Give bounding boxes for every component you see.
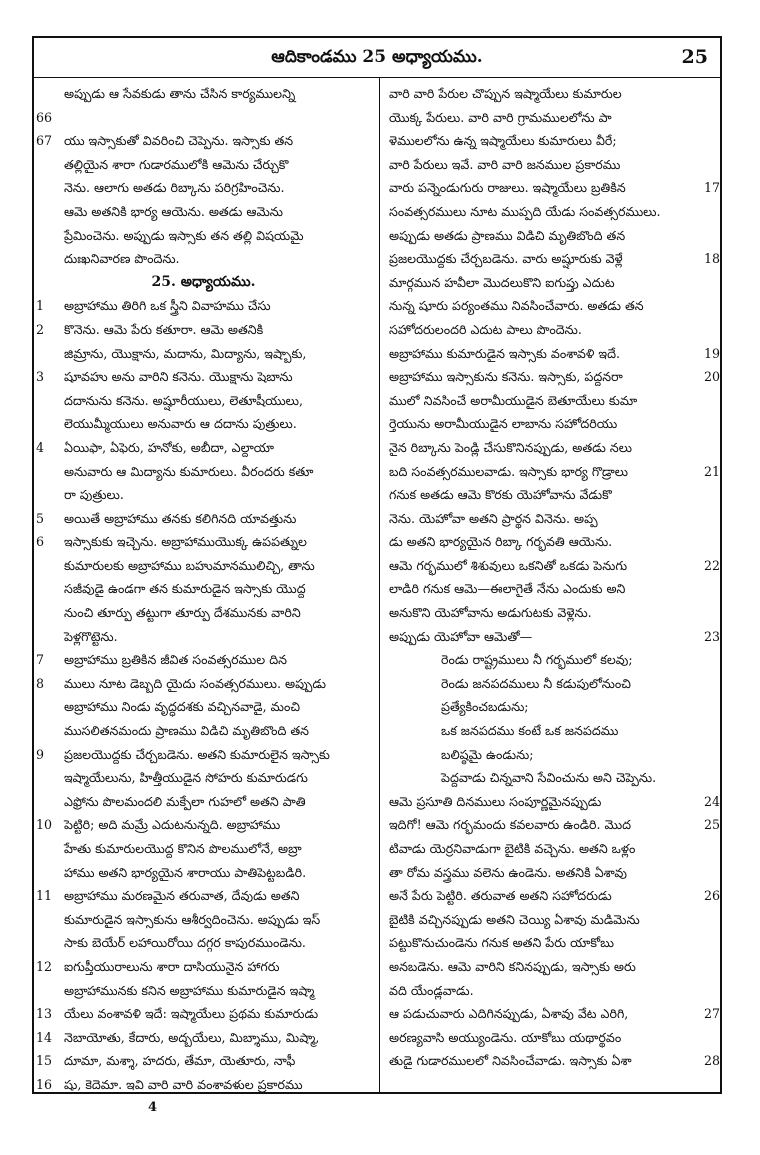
verse-number: 5 — [36, 510, 45, 526]
text-line — [34, 648, 379, 672]
line-text: అబ్రాహాము నిండు వృద్ధదశకు వచ్చినవాడై, మంచి — [64, 699, 300, 715]
verse-number: 25 — [703, 817, 720, 833]
text-line — [381, 106, 722, 130]
line-text: సంవత్సరములు నూట ముప్పది యేడు సంవత్సరములు. — [389, 203, 661, 219]
text-line — [34, 460, 379, 484]
line-text: ఆమె ప్రసూతి దినములు సంపూర్ణమైనప్పుడు — [389, 793, 602, 809]
text-line — [381, 318, 722, 342]
line-text: రా పుత్రులు. — [64, 487, 124, 503]
text-line — [381, 436, 722, 460]
text-line — [34, 625, 379, 649]
text-line — [381, 271, 722, 295]
text-line — [34, 1049, 379, 1073]
verse-number: 11 — [36, 888, 53, 904]
text-line — [381, 955, 722, 979]
line-text: హాము అతని భార్యయైన శారాయు పాతిపెట్టబడిరి. — [64, 864, 307, 880]
line-text: అప్పుడు అతడు ప్రాణము విడిచి మృతిబొంది తన — [389, 227, 626, 243]
text-line — [34, 790, 379, 814]
line-text: హేతు కుమారులయొద్ద కొనిన పొలములోనే, అబ్రా — [64, 841, 302, 856]
text-line — [34, 224, 379, 248]
verse-number: 7 — [36, 652, 45, 668]
text-line — [34, 931, 379, 955]
text-line — [381, 389, 722, 413]
line-text: షు, కెదెమా. ఇవి వారి వారి వంశావళుల ప్రకారము — [64, 1076, 303, 1092]
line-text: సాకు బెయేర్ లహాయిరోయి దగ్గర కాపురముండెను. — [64, 935, 306, 951]
right-column — [381, 82, 722, 1092]
verse-number: 22 — [703, 557, 720, 573]
line-text: వారి వారి పేరుల చొప్పున ఇష్మాయేలు కుమారుల — [389, 86, 622, 101]
line-text: అబ్రాహామునకు కనిన అబ్రాహాము కుమారుడైన ఇష్మా — [64, 982, 315, 998]
text-line — [34, 436, 379, 460]
text-line — [381, 554, 722, 578]
text-line — [34, 979, 379, 1003]
line-text: అనువారు ఆ మిద్యాను కుమారులు. వీరందరు కతూ — [64, 463, 314, 479]
line-text: ఆమె గర్భములో శిశువులు ఒకనితో ఒకడు పెనుగు — [389, 557, 628, 573]
text-line — [381, 908, 722, 932]
text-line — [381, 129, 722, 153]
page-number: 25 — [681, 46, 708, 68]
line-text: అబ్రాహాము ఇస్సాకును కనెను. ఇస్సాకు, పద్దనరా — [389, 369, 623, 385]
verse-number: 2 — [36, 321, 45, 337]
text-line — [381, 813, 722, 837]
verse-number: 16 — [36, 1076, 53, 1092]
text-line — [381, 837, 722, 861]
line-text: దదానును కనెను. అష్షూరీయులు, లెతూషీయులు, — [64, 392, 303, 408]
line-text: రెండు జనపదములు నీ కడుపులోనుంచి — [441, 675, 631, 691]
text-line — [381, 507, 722, 531]
text-line — [34, 153, 379, 177]
text-line — [34, 483, 379, 507]
line-text: ప్రేమించెను. అప్పుడు ఇస్సాకు తన తల్లి విషయమై — [64, 227, 304, 243]
line-text: తల్లియైన శారా గుడారములోకి ఆమెను చేర్చుకొ — [64, 156, 289, 172]
line-text: కుమారులకు అబ్రాహాము బహుమానములిచ్చి, తాను — [64, 557, 315, 573]
verse-number: 27 — [703, 1006, 720, 1022]
line-text: ఆ పడుచువారు ఎదిగినప్పుడు, ఏశావు వేట ఎరిగి, — [389, 1006, 629, 1022]
text-line — [381, 530, 722, 554]
text-line — [34, 695, 379, 719]
verse-number: 28 — [703, 1053, 720, 1069]
text-line — [381, 342, 722, 366]
line-text: ర్తెయును అరామీయుడైన లాబాను సహోదరియు — [389, 416, 618, 432]
text-line — [34, 318, 379, 342]
line-text: పట్టుకొనుచుండెను గనుక అతని పేరు యాకోబు — [389, 935, 614, 951]
text-line — [381, 695, 722, 719]
line-text: ములు నూట డెబ్బది యైదు సంవత్సరములు. అప్పుడు — [64, 675, 327, 691]
verse-number: 6 — [36, 534, 45, 550]
line-text: బైటికి వచ్చినప్పుడు అతని చెయ్యి ఏశావు మడిమెను — [389, 911, 640, 927]
verse-number: 10 — [36, 817, 53, 833]
line-text: అబ్రాహాము కుమారుడైన ఇస్సాకు వంశావళి ఇదే. — [389, 345, 620, 361]
text-line — [34, 82, 379, 106]
text-line — [381, 82, 722, 106]
text-line — [381, 672, 722, 696]
text-line — [34, 412, 379, 436]
text-line — [381, 153, 722, 177]
verse-number: 20 — [703, 369, 720, 385]
text-line — [381, 766, 722, 790]
text-line — [34, 955, 379, 979]
line-text: ఐగుప్తీయురాలును శారా దాసియునైన హాగరు — [64, 958, 280, 974]
line-text: ఇష్మాయేలును, హిత్తీయుడైన సోహరు కుమారుడగు — [64, 770, 308, 786]
line-text: అనే పేరు పెట్టిరి. తరువాత అతని సహోదరుడు — [389, 888, 612, 904]
text-line — [34, 672, 379, 696]
verse-number: 66 — [36, 109, 53, 125]
text-line — [381, 224, 722, 248]
verse-number: 15 — [36, 1053, 53, 1069]
text-line — [381, 884, 722, 908]
text-line — [34, 106, 379, 130]
text-line — [34, 813, 379, 837]
verse-number: 4 — [36, 439, 45, 455]
line-text: ఇస్సాకుకు ఇచ్చెను. అబ్రాహాముయొక్క ఉపపత్నుల — [64, 534, 307, 550]
text-line — [34, 719, 379, 743]
line-text: గనుక అతడు ఆమె కొరకు యెహోవాను వేడుకొ — [389, 487, 612, 503]
line-text: ముసలితనమందు ప్రాణము విడిచి మృతిబొంది తన — [64, 723, 309, 739]
text-line — [34, 837, 379, 861]
verse-number: 14 — [36, 1029, 53, 1045]
text-line — [381, 601, 722, 625]
text-line — [34, 766, 379, 790]
verse-number: 18 — [703, 251, 720, 267]
verse-number: 26 — [703, 888, 720, 904]
text-line — [34, 884, 379, 908]
line-text: అబ్రాహాము మరణమైన తరువాత, దేవుడు అతని — [64, 888, 300, 904]
verse-number: 21 — [703, 463, 720, 479]
text-line — [34, 176, 379, 200]
line-text: నుంచి తూర్పు తట్టుగా తూర్పు దేశమునకు వారిని — [64, 605, 301, 621]
line-text: సజీవుడై ఉండగా తన కుమారుడైన ఇస్సాకు యొద్ద — [64, 581, 306, 597]
line-text: ప్రజలయొద్దకు చేర్చబడెను. అతని కుమారులైన ఇస్సాకు — [64, 746, 330, 762]
line-text: యొక్క పేరులు. వారి వారి గ్రామములలోను పా — [389, 109, 612, 125]
left-column — [34, 82, 379, 1092]
text-line — [34, 1002, 379, 1026]
line-text: ప్రజలయొద్దకు చేర్చబడెను. వారు అష్షూరుకు వెళ్లే — [389, 251, 623, 267]
text-line — [381, 483, 722, 507]
text-line — [381, 176, 722, 200]
line-text: బది సంవత్సరములవాడు. ఇస్సాకు భార్య గొడ్రాలు — [389, 463, 628, 479]
text-line — [381, 979, 722, 1003]
line-text: వారి పేరులు ఇవే. వారి వారి జనముల ప్రకారము — [389, 156, 621, 172]
line-text: నెను. ఆలాగు అతడు రిబ్కాను పరిగ్రహించెను. — [64, 180, 285, 196]
line-text: సహోదరులందరి ఎదుట పాలు పొందెను. — [389, 321, 582, 337]
text-line — [34, 389, 379, 413]
line-text: షూవహు అను వారిని కనెను. యొక్షాను షెబాను — [64, 369, 293, 385]
verse-number: 12 — [36, 958, 53, 974]
line-text: దుఃఖనివారణ పొందెను. — [64, 251, 180, 267]
text-line — [381, 743, 722, 767]
text-line — [381, 1002, 722, 1026]
line-text: వారు పన్నెండుగురు రాజులు. ఇష్మాయేలు బ్రతికిన — [389, 180, 626, 196]
line-text: రెండు రాష్ట్రములు నీ గర్భములో కలవు; — [441, 652, 633, 668]
verse-number: 3 — [36, 369, 45, 385]
verse-number: 19 — [703, 345, 720, 361]
text-line — [34, 1073, 379, 1092]
text-line — [381, 648, 722, 672]
verse-number: 24 — [703, 793, 720, 809]
text-line — [381, 1049, 722, 1073]
line-text: తుడై గుడారములలో నివసించేవాడు. ఇస్సాకు ఏశా — [389, 1053, 632, 1069]
line-text: కొనెను. ఆమె పేరు కతూరా. ఆమె అతనికి — [64, 321, 264, 337]
text-line — [381, 365, 722, 389]
running-title: ఆదికాండము 25 అధ్యాయము. — [271, 47, 483, 67]
text-line — [34, 507, 379, 531]
line-text: అబ్రాహాము తిరిగి ఒక స్త్రీని వివాహము చేసు — [64, 298, 271, 314]
line-text: నెను. యెహోవా అతని ప్రార్థన వినెను. అప్ప — [389, 510, 598, 526]
chapter-heading — [34, 271, 379, 295]
text-line — [34, 743, 379, 767]
text-line — [381, 1026, 722, 1050]
line-text: టివాడు యెర్రనివాడుగా బైటికి వచ్చెను. అతని ఒళ్లం — [389, 841, 636, 856]
verse-number: 13 — [36, 1006, 53, 1022]
verse-number: 1 — [36, 298, 45, 314]
line-text: అప్పుడు ఆ సేవకుడు తాను చేసిన కార్యములన్ని — [64, 86, 296, 101]
column-divider — [379, 78, 380, 1092]
text-line — [34, 601, 379, 625]
line-text: ఎఫ్రోను పొలమందలి మక్పేలా గుహలో అతని పాతి — [64, 793, 306, 809]
verse-number: 9 — [36, 746, 45, 762]
line-text: అనబడెను. ఆమె వారిని కనినప్పుడు, ఇస్సాకు అరు — [389, 958, 636, 974]
line-text: లాడిరి గనుక ఆమె—ఈలాగైతే నేను ఎందుకు అని — [389, 581, 626, 597]
verse-number: 23 — [703, 628, 720, 644]
text-line — [34, 247, 379, 271]
line-text: యేలు వంశావళి ఇదే: ఇష్మాయేలు ప్రథమ కుమారుడు — [64, 1006, 319, 1022]
page-frame — [32, 36, 722, 1094]
line-text: నైన రిబ్కాను పెండ్లి చేసుకొనినప్పుడు, అతడు నలు — [389, 439, 632, 455]
verse-number: 8 — [36, 675, 45, 691]
line-text: కుమారుడైన ఇస్సాకును ఆశీర్వదించెను. అప్పుడు ఇస్ — [64, 911, 321, 927]
text-line — [381, 790, 722, 814]
line-text: లెయుమ్మీయులు అనువారు ఆ దదాను పుత్రులు. — [64, 416, 297, 432]
line-text: తా రోమ వస్త్రము వలెను ఉండెను. అతనికి ఏశావు — [389, 864, 627, 880]
text-line — [381, 460, 722, 484]
line-text: అప్పుడు యెహోవా ఆమెతో— — [389, 628, 533, 644]
line-text: మార్గమున హవీలా మొదలుకొని ఐగుప్తు ఎదుట — [389, 274, 615, 290]
text-line — [381, 294, 722, 318]
line-text: పెద్దవాడు చిన్నవాని సేవించును అని చెప్పెను. — [441, 770, 657, 786]
line-text: అనుకొని యెహోవాను అడుగుటకు వెళ్లెను. — [389, 605, 592, 621]
text-line — [34, 908, 379, 932]
text-line — [34, 530, 379, 554]
signature-mark: 4 — [148, 1100, 158, 1115]
text-line — [34, 577, 379, 601]
line-text: డు అతని భార్యయైన రిబ్కా గర్భవతి ఆయెను. — [389, 534, 613, 550]
text-line — [381, 719, 722, 743]
line-text: యు ఇస్సాకుతో వివరించి చెప్పెను. ఇస్సాకు తన — [64, 133, 294, 149]
text-line — [381, 625, 722, 649]
line-text: నున్న షూరు పర్యంతము నివసించేవారు. అతడు తన — [389, 298, 644, 314]
text-line — [34, 861, 379, 885]
text-line — [34, 129, 379, 153]
line-text: ఒక జనపదము కంటే ఒక జనపదము — [441, 723, 619, 739]
text-line — [381, 931, 722, 955]
line-text: నెబాయోతు, కేదారు, అద్బయేలు, మిబ్శాము, మిష్మా, — [64, 1029, 320, 1045]
text-line — [34, 294, 379, 318]
text-line — [381, 200, 722, 224]
line-text: దూమా, మశ్శా, హదరు, తేమా, యెతూరు, నాఫీ — [64, 1053, 296, 1069]
text-line — [34, 342, 379, 366]
verse-number: 67 — [36, 133, 53, 149]
line-text: జిమ్రాను, యొక్షాను, మదాను, మిద్యాను, ఇష్బాకు, — [64, 345, 307, 361]
text-line — [34, 365, 379, 389]
line-text: ఏయిఫా, ఏఫెరు, హనోకు, అబీదా, ఎల్దాయా — [64, 439, 275, 455]
line-text: 25. అధ్యాయము. — [151, 273, 256, 290]
line-text: అయితే అబ్రాహాము తనకు కలిగినది యావత్తును — [64, 510, 297, 526]
text-line — [381, 861, 722, 885]
text-line — [34, 1026, 379, 1050]
text-line — [381, 412, 722, 436]
verse-number: 17 — [703, 180, 720, 196]
text-line — [34, 200, 379, 224]
line-text: ప్రత్యేకించబడును; — [441, 699, 529, 715]
page-header — [34, 38, 720, 78]
line-text: పెట్టిరి; అది మమ్రే ఎదుటనున్నది. అబ్రాహాము — [64, 817, 281, 833]
line-text: ములో నివసించే అరామీయుడైన బెతూయేలు కుమా — [389, 392, 638, 408]
line-text: ళెములలోను ఉన్న ఇష్మాయేలు కుమారులు వీరే; — [389, 133, 617, 149]
text-line — [34, 554, 379, 578]
text-line — [381, 577, 722, 601]
line-text: బలిష్ఠమై ఉండును; — [441, 746, 534, 762]
line-text: పెళ్లగొట్టెను. — [64, 628, 118, 644]
line-text: అరణ్యవాసి అయ్యుండెను. యాకోబు యథార్థవం — [389, 1029, 622, 1045]
line-text: వది యేండ్లవాడు. — [389, 982, 474, 998]
text-line — [381, 247, 722, 271]
line-text: అబ్రాహాము బ్రతికిన జీవిత సంవత్సరముల దిన — [64, 652, 287, 668]
line-text: ఆమె అతనికి భార్య ఆయెను. అతడు ఆమెను — [64, 203, 283, 219]
line-text: ఇదిగో! ఆమె గర్భమందు కవలవారు ఉండిరి. మొద — [389, 817, 632, 833]
